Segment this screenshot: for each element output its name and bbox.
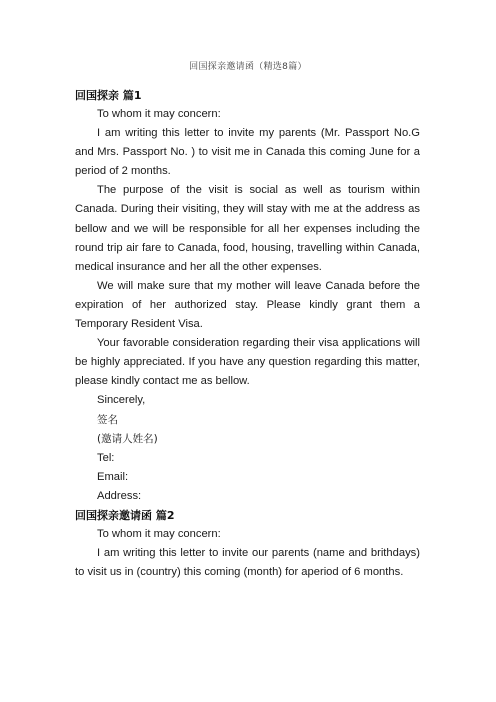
paragraph: Your favorable consideration regarding their visa applications will be highly appreciated. If you have any question regarding this matter, please kindly contact me as bellow. [75,337,420,388]
document-body [75,86,420,582]
section-title: 回国探亲邀请函 篇2 [75,508,175,522]
closing: Sincerely, [97,394,146,407]
paragraph: The purpose of the visit is social as well as tourism within Canada. During their visiting, they will stay with me at the address as bellow and we will be responsible for all her expenses including the round trip air fare to Canada, food, housing, travelling within Canada, medical insurance and her all the other expenses. [75,184,420,273]
paragraph: I am writing this letter to invite my parents (Mr. Passport No.G and Mrs. Passport No. ) to visit me in Canada this coming June for a period of 2 months. [75,127,420,178]
greeting: To whom it may concern: [97,108,221,120]
email-label: Email: [97,470,129,483]
inviter-name-label: (邀请人姓名) [97,432,158,445]
paragraph: We will make sure that my mother will leave Canada before the expiration of her authorized stay. Please kindly grant them a Temporary Resident Visa. [75,279,420,331]
tel-label: Tel: [97,451,115,464]
greeting: To whom it may concern: [97,527,221,540]
paragraph: I am writing this letter to invite our parents (name and brithdays) to visit us in (country) this coming (month) for aperiod of 6 months. [75,547,420,579]
address-label: Address: [97,489,142,502]
section-title: 回国探亲 篇1 [75,89,142,102]
signature-label: 签名 [97,413,118,426]
page-header-title: 回国探亲邀请函（精选8篇） [189,62,307,72]
